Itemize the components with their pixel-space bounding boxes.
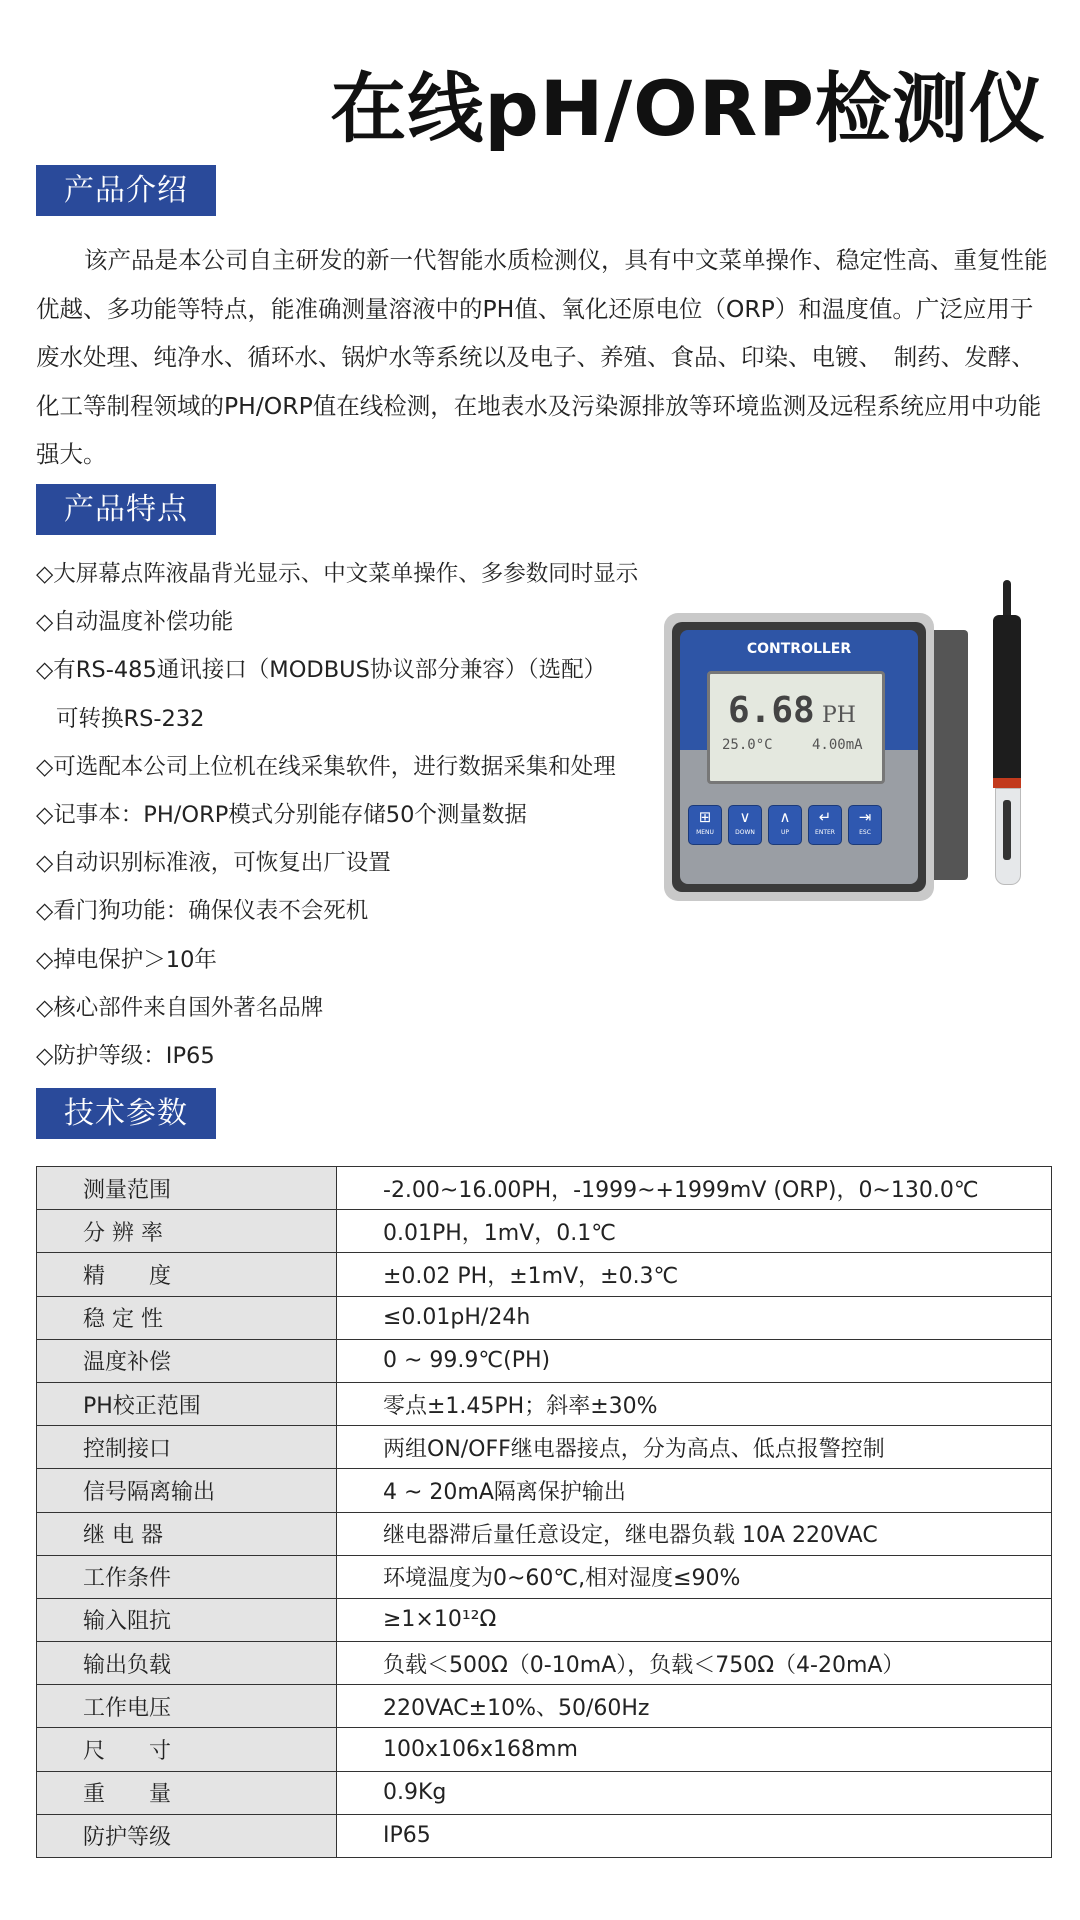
feature-item: ◇看门狗功能：确保仪表不会死机 xyxy=(36,898,369,925)
spec-value: 两组ON/OFF继电器接点，分为高点、低点报警控制 xyxy=(337,1426,1052,1469)
device-esc-button xyxy=(848,805,882,845)
spec-key: 输入阻抗 xyxy=(37,1598,337,1641)
feature-item: ◇记事本：PH/ORP模式分别能存储50个测量数据 xyxy=(36,801,527,828)
spec-key: 尺 寸 xyxy=(37,1728,337,1771)
table-row xyxy=(37,1167,1052,1210)
device-down-button xyxy=(728,805,762,845)
probe-ring xyxy=(993,778,1021,788)
table-row xyxy=(37,1771,1052,1814)
spec-value: 0 ~ 99.9℃(PH) xyxy=(337,1339,1052,1382)
table-row xyxy=(37,1339,1052,1382)
spec-key: 控制接口 xyxy=(37,1426,337,1469)
spec-value: ≤0.01pH/24h xyxy=(337,1296,1052,1339)
table-row xyxy=(37,1555,1052,1598)
probe-cable xyxy=(1003,580,1011,620)
spec-value: ≥1×10¹²Ω xyxy=(337,1598,1052,1641)
feature-item: ◇防护等级：IP65 xyxy=(36,1042,215,1069)
feature-item: ◇有RS-485通讯接口（MODBUS协议部分兼容）（选配） xyxy=(36,657,607,684)
device-up-button xyxy=(768,805,802,845)
spec-key: 输出负载 xyxy=(37,1642,337,1685)
lcd-unit: PH xyxy=(822,703,856,728)
feature-item: ◇自动温度补偿功能 xyxy=(36,609,234,636)
feature-item: ◇大屏幕点阵液晶背光显示、中文菜单操作、多参数同时显示 xyxy=(36,561,639,587)
table-row xyxy=(37,1598,1052,1641)
table-row xyxy=(37,1210,1052,1253)
table-row xyxy=(37,1253,1052,1296)
specs-table xyxy=(36,1166,1052,1858)
feature-item: ◇可选配本公司上位机在线采集软件，进行数据采集和处理 xyxy=(36,753,616,780)
spec-key: 信号隔离输出 xyxy=(37,1469,337,1512)
spec-key: 工作条件 xyxy=(37,1555,337,1598)
feature-item: ◇核心部件来自国外著名品牌 xyxy=(36,994,324,1021)
spec-value: -2.00~16.00PH，-1999~+1999mV (ORP)，0~130.0℃ xyxy=(337,1167,1052,1210)
table-row xyxy=(37,1296,1052,1339)
device-menu-button xyxy=(688,805,722,845)
table-row xyxy=(37,1728,1052,1771)
device-button-label: ENTER xyxy=(815,829,835,836)
spec-key: 继 电 器 xyxy=(37,1512,337,1555)
probe-electrode xyxy=(1003,800,1011,860)
spec-key: 测量范围 xyxy=(37,1167,337,1210)
spec-key: 稳 定 性 xyxy=(37,1296,337,1339)
lcd-temperature: 25.0°C xyxy=(722,737,773,753)
spec-key: 重 量 xyxy=(37,1771,337,1814)
device-enter-button xyxy=(808,805,842,845)
spec-key: PH校正范围 xyxy=(37,1382,337,1425)
feature-item: ◇自动识别标准液，可恢复出厂设置 xyxy=(36,850,391,877)
intro-text: 该产品是本公司自主研发的新一代智能水质检测仪，具有中文菜单操作、稳定性高、重复性能优越、多功能等特点，能准确测量溶液中的PH值、氧化还原电位（ORP）和温度值。广泛应用于废水处理、纯净水、循环水、锅炉水等系统以及电子、养殖、食品、印染、电镀、 制药、发酵、化工等制程领域的PH/ORP值在线检测，在地表水及污染源排放等环境监测及远程系统应用中功能强大。 xyxy=(36,246,1048,468)
spec-value: IP65 xyxy=(337,1814,1052,1857)
section-tag-features: 产品特点 xyxy=(36,484,216,535)
table-row xyxy=(37,1512,1052,1555)
probe-body xyxy=(993,615,1021,785)
spec-value: 0.01PH，1mV，0.1℃ xyxy=(337,1210,1052,1253)
page-title: 在线pH/ORP检测仪 xyxy=(330,64,1046,153)
table-row xyxy=(37,1469,1052,1512)
section-tag-specs: 技术参数 xyxy=(36,1088,216,1139)
spec-key: 工作电压 xyxy=(37,1685,337,1728)
device-button-label: UP xyxy=(780,829,789,836)
table-row xyxy=(37,1685,1052,1728)
chevron-down-icon: ∨ xyxy=(739,808,751,826)
lcd-reading: 6.68 xyxy=(728,690,815,731)
spec-value: 100x106x168mm xyxy=(337,1728,1052,1771)
spec-value: 负载＜500Ω（0-10mA），负载＜750Ω（4-20mA） xyxy=(337,1642,1052,1685)
spec-key: 防护等级 xyxy=(37,1814,337,1857)
table-row xyxy=(37,1814,1052,1857)
feature-item: ◇掉电保护＞10年 xyxy=(36,946,217,973)
device-button-label: ESC xyxy=(859,829,871,836)
chevron-up-icon: ∧ xyxy=(779,808,791,826)
spec-value: 继电器滞后量任意设定，继电器负载 10A 220VAC xyxy=(337,1512,1052,1555)
spec-value: 环境温度为0~60℃,相对湿度≤90% xyxy=(337,1555,1052,1598)
device-button-label: DOWN xyxy=(735,829,755,836)
device-brand-label: CONTROLLER xyxy=(746,641,852,657)
features-list xyxy=(36,550,638,1080)
table-row xyxy=(37,1642,1052,1685)
table-row xyxy=(37,1426,1052,1469)
enter-icon: ↵ xyxy=(818,808,832,826)
exit-icon: ⇥ xyxy=(858,808,872,826)
spec-key: 分 辨 率 xyxy=(37,1210,337,1253)
lcd-current: 4.00mA xyxy=(812,737,863,753)
section-tag-intro: 产品介绍 xyxy=(36,165,216,216)
feature-item: 可转换RS-232 xyxy=(56,705,205,732)
spec-key: 温度补偿 xyxy=(37,1339,337,1382)
table-row xyxy=(37,1382,1052,1425)
spec-value: 0.9Kg xyxy=(337,1771,1052,1814)
spec-value: ±0.02 PH，±1mV，±0.3℃ xyxy=(337,1253,1052,1296)
spec-value: 4 ~ 20mA隔离保护输出 xyxy=(337,1469,1052,1512)
spec-value: 零点±1.45PH；斜率±30% xyxy=(337,1382,1052,1425)
device-button-label: MENU xyxy=(696,829,714,836)
spec-value: 220VAC±10%、50/60Hz xyxy=(337,1685,1052,1728)
spec-key: 精 度 xyxy=(37,1253,337,1296)
menu-icon: ⊞ xyxy=(698,808,712,826)
